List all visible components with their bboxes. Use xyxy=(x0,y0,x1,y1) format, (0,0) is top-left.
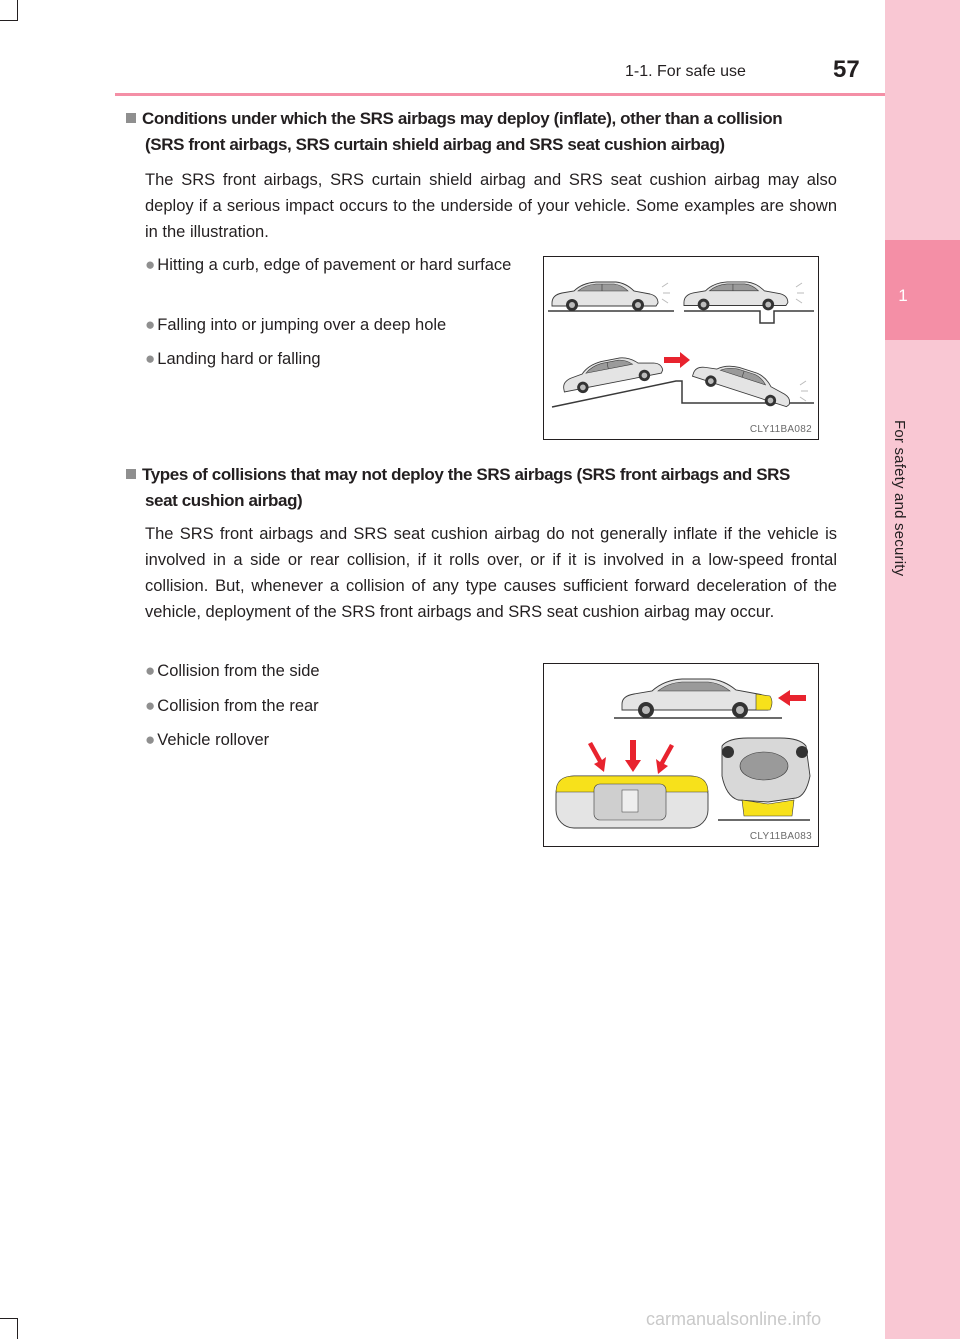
crop-mark xyxy=(0,20,18,21)
section-heading: Types of collisions that may not deploy the SRS airbags (SRS front airbags and SRS seat cushion airbag) xyxy=(126,462,846,514)
circle-bullet-icon: ● xyxy=(145,315,156,334)
header-rule xyxy=(115,93,885,96)
underside-impact-svg xyxy=(544,257,818,439)
chapter-title: For safety and security xyxy=(891,420,908,577)
circle-bullet-icon: ● xyxy=(145,255,156,274)
chapter-sidebar xyxy=(885,0,960,1339)
section-paragraph: The SRS front airbags, SRS curtain shield airbag and SRS seat cushion airbag may also deploy if a serious impact occurs to the underside of your vehicle. Some examples are shown in the illustration. xyxy=(145,171,837,241)
section-paragraph: The SRS front airbags and SRS seat cushion airbag do not generally inflate if the vehicle is involved in a side or rear collision, if it rolls over, or if it is involved in a low-speed frontal collision. But, whenever a collision of any type causes sufficient forward deceleration of the vehicle, deployment of the SRS front airbags and SRS seat cushion airbag may occur. xyxy=(145,525,837,621)
chapter-number: 1 xyxy=(898,286,908,305)
circle-bullet-icon: ● xyxy=(145,349,156,368)
illustration-non-deploying-collisions xyxy=(543,663,819,847)
circle-bullet-icon: ● xyxy=(145,696,156,715)
list-item: ● Vehicle rollover xyxy=(145,730,270,749)
section-heading: Conditions under which the SRS airbags may deploy (inflate), other than a collision (SRS front airbags, SRS curtain shield airbag and SRS seat cushion airbag) xyxy=(126,106,846,158)
page-number: 57 xyxy=(833,56,860,83)
list-item: ● Collision from the rear xyxy=(145,696,319,715)
square-bullet-icon xyxy=(126,113,136,123)
list-item: ● Collision from the side xyxy=(145,661,320,680)
list-item: ● Hitting a curb, edge of pavement or hard surface xyxy=(145,252,525,278)
crop-mark xyxy=(17,1318,18,1339)
collision-types-svg xyxy=(544,664,818,846)
circle-bullet-icon: ● xyxy=(145,730,156,749)
square-bullet-icon xyxy=(126,469,136,479)
list-item: ● Falling into or jumping over a deep hole xyxy=(145,315,447,334)
watermark: carmanualsonline.info xyxy=(646,1309,822,1329)
crop-mark xyxy=(17,0,18,20)
running-header: 1-1. For safe use xyxy=(625,63,746,80)
figure-code: CLY11BA082 xyxy=(749,424,812,435)
figure-code: CLY11BA083 xyxy=(749,831,812,842)
list-item: ● Landing hard or falling xyxy=(145,349,321,368)
crop-mark xyxy=(0,1318,18,1319)
illustration-underside-impacts xyxy=(543,256,819,440)
circle-bullet-icon: ● xyxy=(145,661,156,680)
